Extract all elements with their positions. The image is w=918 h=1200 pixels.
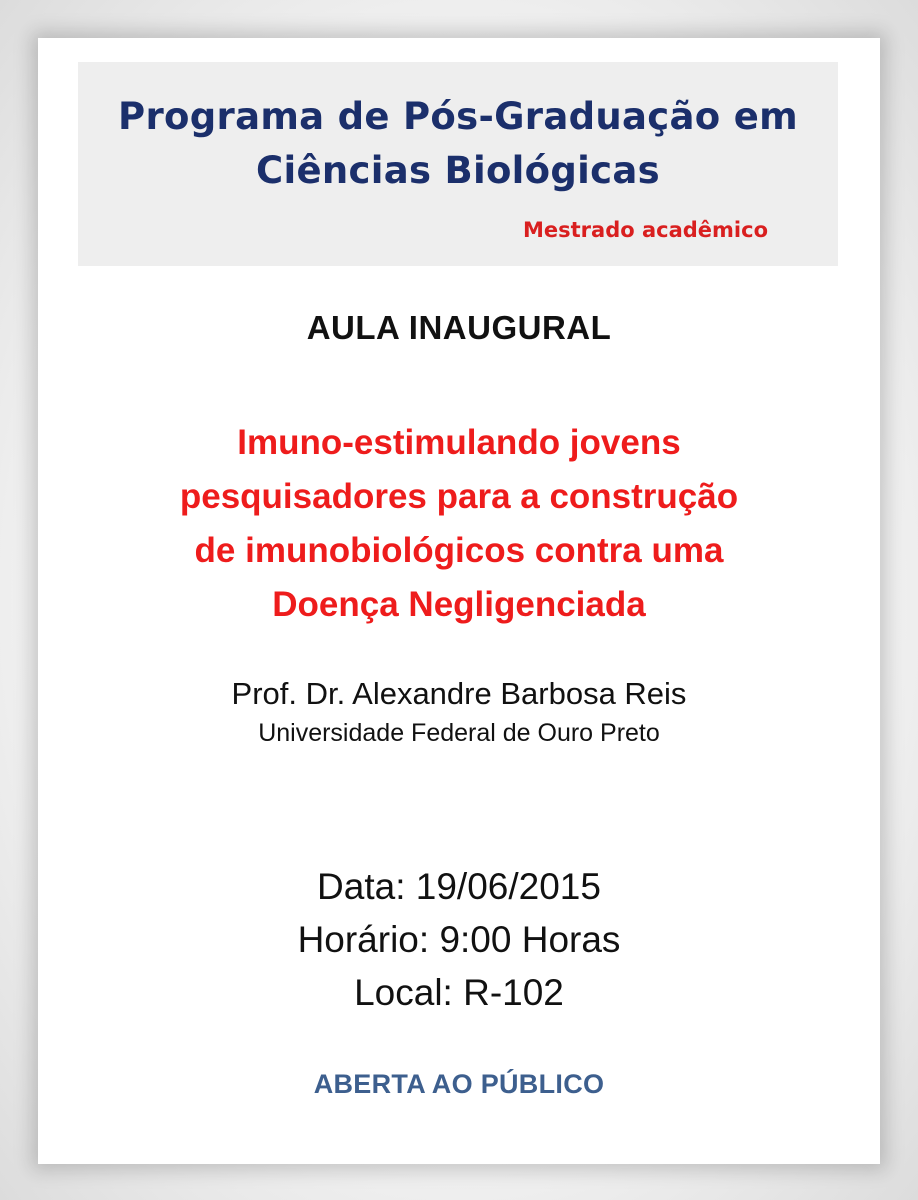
event-poster xyxy=(38,38,880,1164)
speaker-name: Prof. Dr. Alexandre Barbosa Reis xyxy=(231,676,687,711)
event-details xyxy=(38,860,880,1019)
speaker-affiliation: Universidade Federal de Ouro Preto xyxy=(258,719,660,747)
talk-title-line-1: Imuno-estimulando jovens xyxy=(237,423,681,462)
program-title xyxy=(78,90,838,198)
event-time: Horário: 9:00 Horas xyxy=(297,919,621,960)
event-location: Local: R-102 xyxy=(354,972,564,1013)
program-header xyxy=(78,62,838,266)
event-type: AULA INAUGURAL xyxy=(306,309,612,346)
program-title-line-1: Programa de Pós-Graduação em xyxy=(118,95,798,138)
public-notice: ABERTA AO PÚBLICO xyxy=(313,1069,605,1099)
talk-title xyxy=(38,416,880,632)
program-title-line-2: Ciências Biológicas xyxy=(256,149,660,192)
talk-title-line-4: Doença Negligenciada xyxy=(272,585,646,624)
program-subtitle: Mestrado acadêmico xyxy=(523,218,768,242)
event-date: Data: 19/06/2015 xyxy=(317,866,601,907)
talk-title-line-3: de imunobiológicos contra uma xyxy=(194,531,724,570)
talk-title-line-2: pesquisadores para a construção xyxy=(179,477,739,516)
